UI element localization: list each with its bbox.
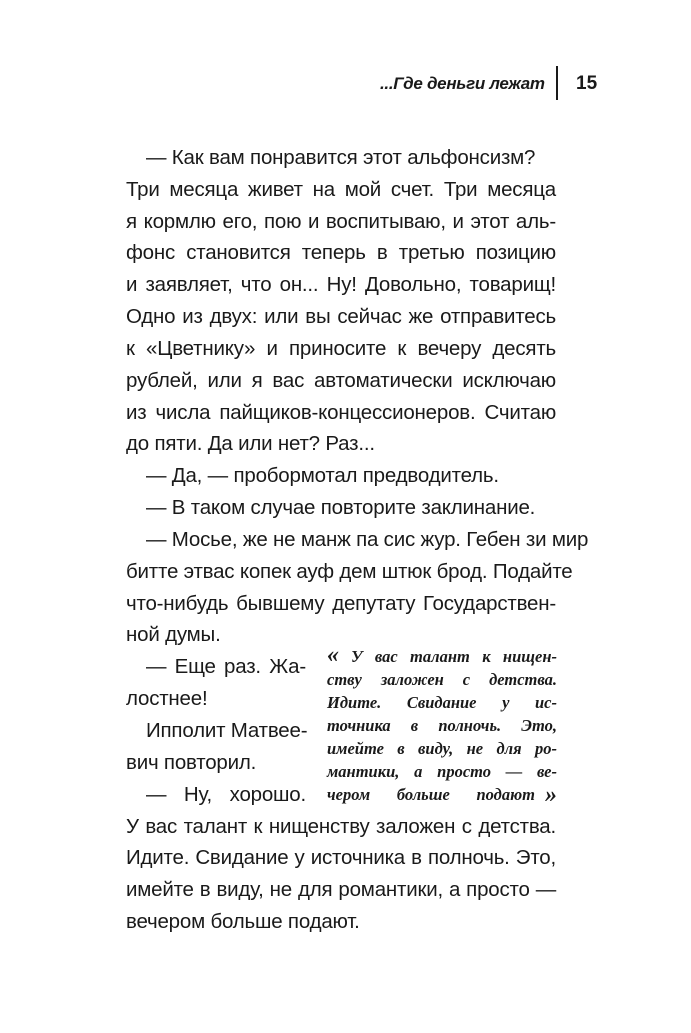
text-line: до пяти. Да или нет? Раз...	[126, 432, 375, 455]
text-line: Одно из двух: или вы сейчас же отправитесь	[126, 305, 556, 328]
pull-quote-line	[327, 642, 557, 668]
text-line: что-нибудь бывшему депутату Государствен-	[126, 592, 556, 615]
pull-quote-text: чером больше подают	[327, 785, 535, 804]
pull-quote-line: точника в полночь. Это,	[327, 716, 557, 735]
text-line: я кормлю его, пою и воспитываю, и этот аль-	[126, 210, 556, 233]
text-line: Ипполит Матвее-	[146, 719, 308, 742]
text-line: ной думы.	[126, 623, 221, 646]
text-line: вич повторил.	[126, 751, 257, 774]
text-line: — Как вам понравится этот альфонсизм?	[146, 146, 536, 169]
text-line: — Да, — пробормотал предводитель.	[146, 464, 499, 487]
text-line: Три месяца живет на мой счет. Три месяца	[126, 178, 556, 201]
pull-quote-text: У вас талант к нищен-	[351, 647, 557, 666]
pull-quote-line: мантики, а просто — ве-	[327, 762, 557, 781]
close-quote-mark: »	[545, 782, 557, 808]
text-line: к «Цветнику» и приносите к вечеру десять	[126, 337, 556, 360]
text-line: лостнее!	[126, 687, 208, 710]
text-line: У вас талант к нищенству заложен с детства.	[126, 815, 556, 838]
pull-quote	[327, 642, 557, 808]
pull-quote-line: ству заложен с детства.	[327, 670, 557, 689]
text-line: из числа пайщиков-концессионеров. Считаю	[126, 401, 556, 424]
text-line: — Еще раз. Жа-	[146, 655, 306, 678]
page-number: 15	[576, 73, 598, 94]
pull-quote-line: имейте в виду, не для ро-	[327, 739, 557, 758]
text-line: и заявляет, что он... Ну! Довольно, товарищ!	[126, 273, 556, 296]
text-line: рублей, или я вас автоматически исключаю	[126, 369, 556, 392]
open-quote-mark: «	[327, 642, 339, 668]
text-line: — Ну, хорошо.	[146, 783, 306, 806]
text-line: фонс становится теперь в третью позицию	[126, 241, 556, 264]
text-line: имейте в виду, не для романтики, а просто —	[126, 878, 556, 901]
text-line: — В таком случае повторите заклинание.	[146, 496, 536, 519]
pull-quote-line: Идите. Свидание у ис-	[327, 693, 557, 712]
text-line: — Мосье, же не манж па сис жур. Гебен зи мир	[146, 528, 589, 551]
text-line: битте этвас копек ауф дем штюк брод. Подайте	[126, 560, 573, 583]
pull-quote-line	[327, 783, 557, 806]
header-divider	[556, 66, 558, 100]
text-line: Идите. Свидание у источника в полночь. Это,	[126, 846, 556, 869]
running-title: ...Где деньги лежат	[380, 74, 545, 93]
text-line: вечером больше подают.	[126, 910, 360, 933]
